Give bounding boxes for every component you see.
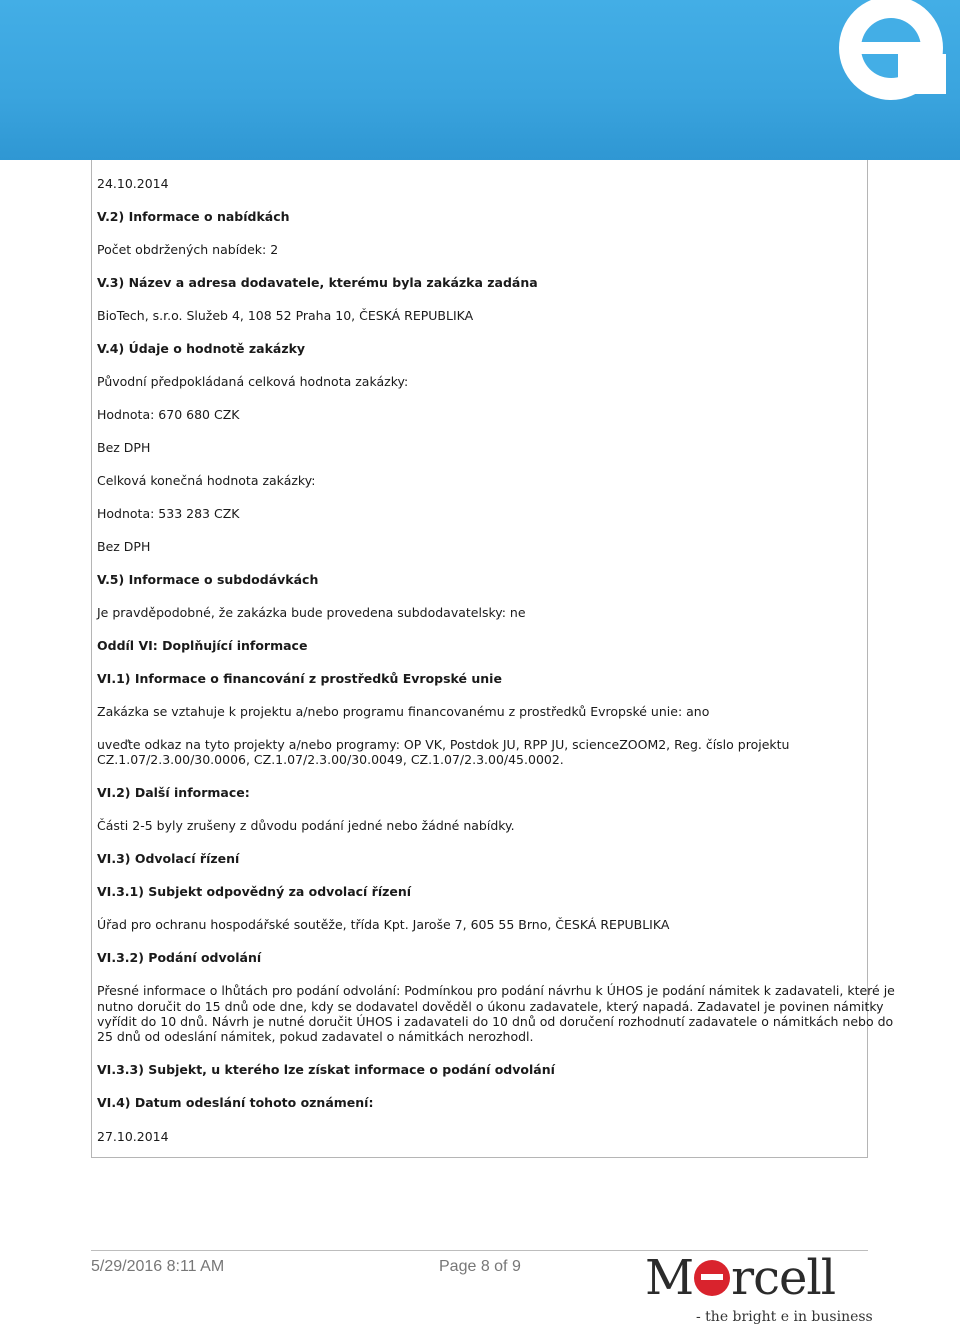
vi1-projects-line2: CZ.1.07/2.3.00/30.0006, CZ.1.07/2.3.00/30.0049, CZ.1.07/2.3.00/45.0002.	[97, 752, 564, 767]
section-v3-heading: V.3) Název a adresa dodavatele, kterému byla zakázka zadána	[97, 275, 538, 290]
section-v4-heading: V.4) Údaje o hodnotě zakázky	[97, 341, 306, 356]
section-vi2-heading: VI.2) Další informace:	[97, 785, 250, 800]
v4-final-vat: Bez DPH	[97, 539, 151, 554]
section-vi2-text: Části 2-5 byly zrušeny z důvodu podání jedné nebo žádné nabídky.	[97, 818, 515, 833]
section-vi1-heading: VI.1) Informace o financování z prostředků Evropské unie	[97, 671, 502, 686]
footer-page-number: Page 8 of 9	[439, 1258, 521, 1275]
section-vi4-heading: VI.4) Datum odeslání tohoto oznámení:	[97, 1095, 374, 1110]
section-vi33-heading: VI.3.3) Subjekt, u kterého lze získat informace o podání odvolání	[97, 1062, 555, 1077]
section-v5-text: Je pravděpodobné, že zakázka bude provedena subdodavatelsky: ne	[97, 605, 526, 620]
header-band	[0, 0, 960, 160]
section-vi31-text: Úřad pro ochranu hospodářské soutěže, třída Kpt. Jaroše 7, 605 55 Brno, ČESKÁ REPUBLIKA	[97, 917, 670, 932]
vi32-text-line3: vyřídit do 10 dnů. Návrh je nutné doručit ÚHOS i zadavateli do 10 dnů od doručení rozhodnutí zadavatele o námitkách nebo do	[97, 1014, 894, 1029]
brand-tagline: - the bright e in business	[696, 1309, 873, 1325]
date-bottom: 27.10.2014	[97, 1129, 169, 1144]
vi1-projects-line1: uveďte odkaz na tyto projekty a/nebo programy: OP VK, Postdok JU, RPP JU, scienceZOOM2, Reg. číslo projektu	[97, 737, 790, 752]
section-vi31-heading: VI.3.1) Subjekt odpovědný za odvolací řízení	[97, 884, 412, 899]
brand-e-icon	[694, 1260, 730, 1296]
section-vi-heading: Oddíl VI: Doplňující informace	[97, 638, 308, 653]
brand-left: M	[645, 1250, 694, 1306]
section-v2-heading: V.2) Informace o nabídkách	[97, 209, 290, 224]
date-top: 24.10.2014	[97, 176, 169, 191]
vi32-text-line2: nutno doručit do 15 dnů ode dne, kdy se dodavatel dověděl o úkonu zadavatele, který napadá. Zadavatel je povinen námitky	[97, 999, 884, 1014]
vi32-text-line4: 25 dnů od odeslání námitek, pokud zadavatel o námitkách nerozhodl.	[97, 1029, 534, 1044]
section-vi32-heading: VI.3.2) Podání odvolání	[97, 950, 262, 965]
vi32-text-line1: Přesné informace o lhůtách pro podání odvolání: Podmínkou pro podání návrhu k ÚHOS je podání námitek k zadavateli, které je	[97, 983, 895, 998]
v4-original-value: Hodnota: 670 680 CZK	[97, 407, 240, 422]
v4-final-value: Hodnota: 533 283 CZK	[97, 506, 240, 521]
brand-right: rcell	[731, 1250, 836, 1306]
e-logo-icon	[836, 0, 946, 110]
v4-original-label: Původní předpokládaná celková hodnota zakázky:	[97, 374, 409, 389]
section-v5-heading: V.5) Informace o subdodávkách	[97, 572, 319, 587]
section-vi3-heading: VI.3) Odvolací řízení	[97, 851, 240, 866]
marcell-logo	[645, 1252, 835, 1304]
v4-final-label: Celková konečná hodnota zakázky:	[97, 473, 316, 488]
footer-timestamp: 5/29/2016 8:11 AM	[91, 1258, 225, 1275]
section-vi1-text: Zakázka se vztahuje k projektu a/nebo programu financovanému z prostředků Evropské unie: ano	[97, 704, 710, 719]
section-v3-text: BioTech, s.r.o. Služeb 4, 108 52 Praha 10, ČESKÁ REPUBLIKA	[97, 308, 474, 323]
v4-original-vat: Bez DPH	[97, 440, 151, 455]
section-v2-text: Počet obdržených nabídek: 2	[97, 242, 279, 257]
